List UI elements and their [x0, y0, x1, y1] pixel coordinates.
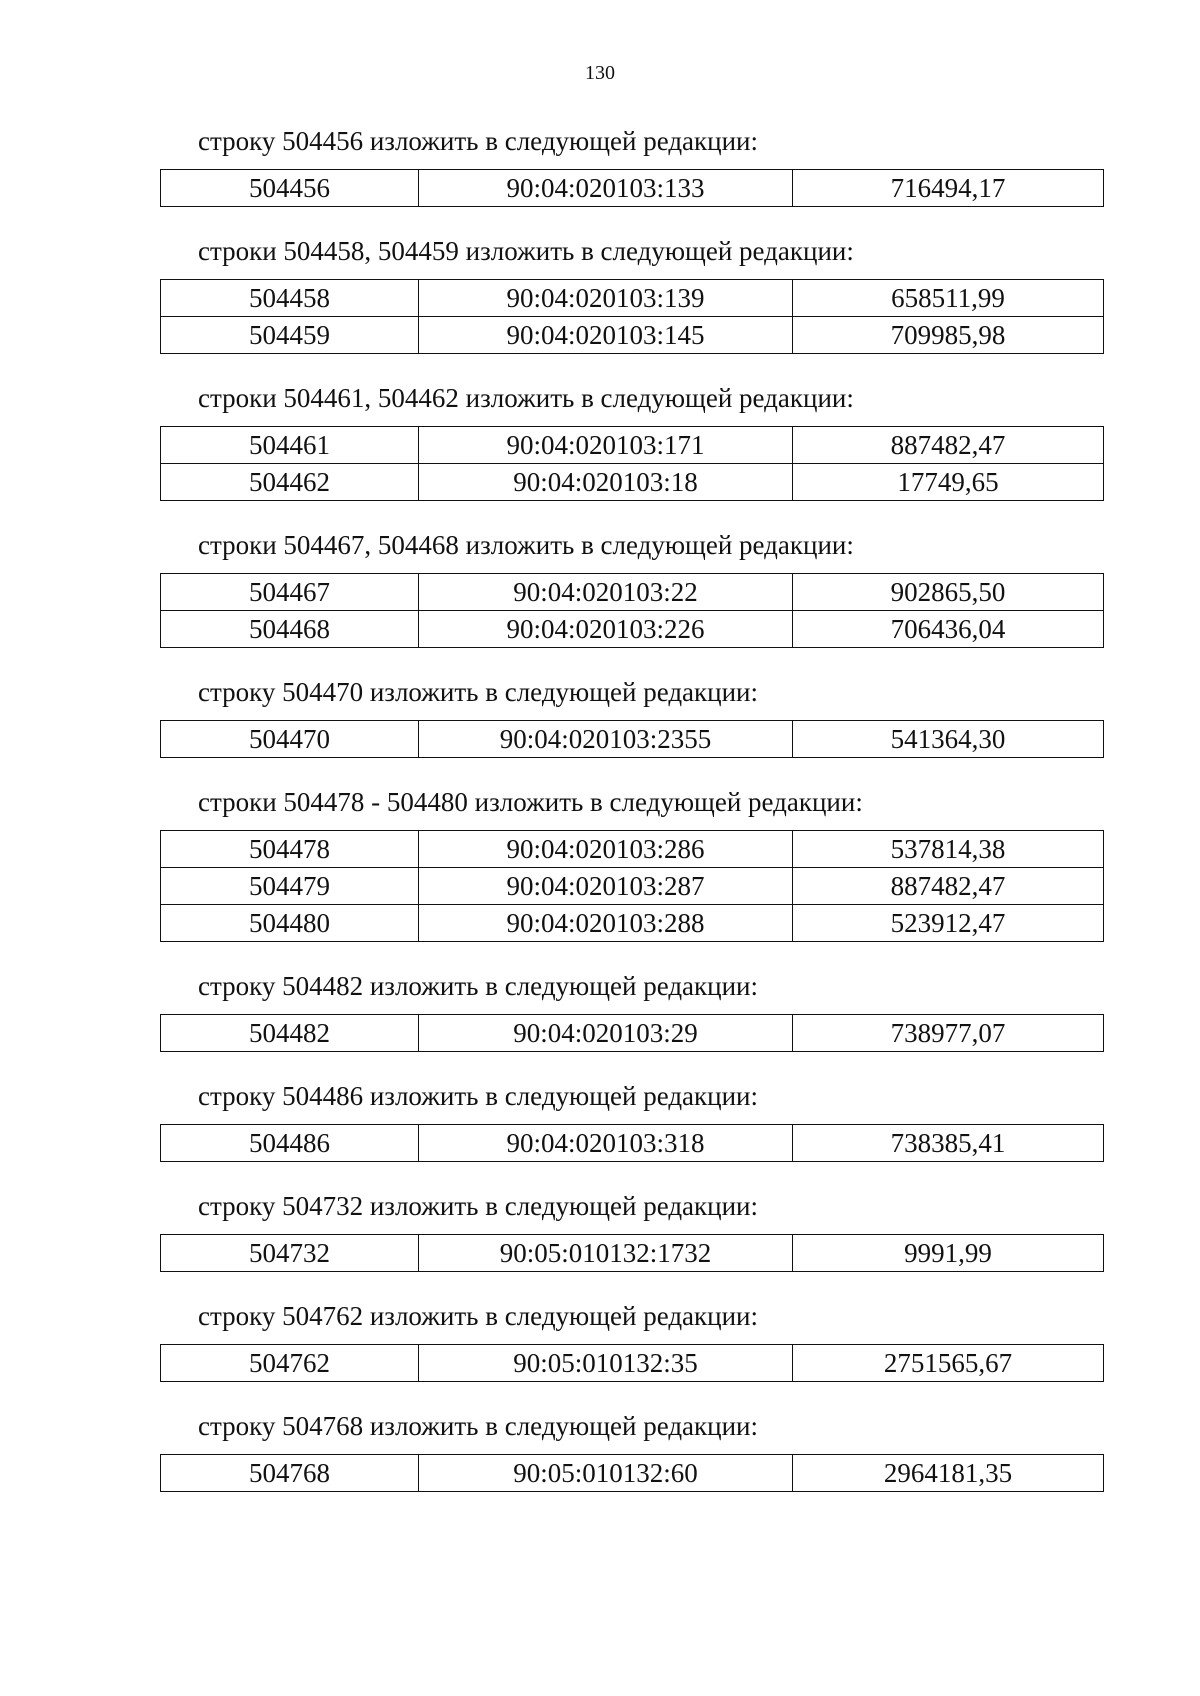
amendment-section	[160, 528, 1100, 648]
amendment-instruction: строку 504470 изложить в следующей редакции:	[198, 677, 759, 707]
value-cell: 716494,17	[793, 170, 1104, 207]
table-row	[161, 1235, 1104, 1272]
table-row	[161, 464, 1104, 501]
amendment-table	[160, 1344, 1104, 1382]
amendment-table	[160, 426, 1104, 501]
amendment-section	[160, 1299, 1100, 1382]
cadastral-number-cell: 90:04:020103:226	[419, 611, 793, 648]
value-cell: 887482,47	[793, 427, 1104, 464]
cadastral-number-cell: 90:04:020103:171	[419, 427, 793, 464]
row-number-cell: 504468	[161, 611, 419, 648]
amendment-table	[160, 830, 1104, 942]
value-cell: 738385,41	[793, 1125, 1104, 1162]
row-number-cell: 504482	[161, 1015, 419, 1052]
value-cell: 9991,99	[793, 1235, 1104, 1272]
value-cell: 902865,50	[793, 574, 1104, 611]
table-row	[161, 427, 1104, 464]
row-number-cell: 504462	[161, 464, 419, 501]
row-number-cell: 504456	[161, 170, 419, 207]
amendment-table	[160, 573, 1104, 648]
cadastral-number-cell: 90:05:010132:60	[419, 1455, 793, 1492]
value-cell: 2964181,35	[793, 1455, 1104, 1492]
table-row	[161, 868, 1104, 905]
amendment-section	[160, 675, 1100, 758]
cadastral-number-cell: 90:04:020103:288	[419, 905, 793, 942]
amendment-table	[160, 1454, 1104, 1492]
amendment-table	[160, 1234, 1104, 1272]
cadastral-number-cell: 90:04:020103:145	[419, 317, 793, 354]
amendment-table	[160, 720, 1104, 758]
amendment-table	[160, 1014, 1104, 1052]
row-number-cell: 504461	[161, 427, 419, 464]
amendment-section	[160, 124, 1100, 207]
amendment-instruction: строки 504458, 504459 изложить в следующей редакции:	[198, 236, 854, 266]
amendment-section	[160, 1189, 1100, 1272]
cadastral-number-cell: 90:04:020103:2355	[419, 721, 793, 758]
cadastral-number-cell: 90:05:010132:1732	[419, 1235, 793, 1272]
table-row	[161, 317, 1104, 354]
amendment-table	[160, 279, 1104, 354]
cadastral-number-cell: 90:04:020103:318	[419, 1125, 793, 1162]
table-row	[161, 1455, 1104, 1492]
row-number-cell: 504486	[161, 1125, 419, 1162]
value-cell: 17749,65	[793, 464, 1104, 501]
amendment-instruction: строку 504762 изложить в следующей редакции:	[198, 1301, 759, 1331]
value-cell: 887482,47	[793, 868, 1104, 905]
row-number-cell: 504470	[161, 721, 419, 758]
amendment-section	[160, 1409, 1100, 1492]
table-row	[161, 280, 1104, 317]
table-row	[161, 905, 1104, 942]
amendment-section	[160, 1079, 1100, 1162]
amendment-section	[160, 234, 1100, 354]
amendment-instruction: строки 504467, 504468 изложить в следующей редакции:	[198, 530, 854, 560]
cadastral-number-cell: 90:05:010132:35	[419, 1345, 793, 1382]
value-cell: 709985,98	[793, 317, 1104, 354]
amendment-instruction: строку 504486 изложить в следующей редакции:	[198, 1081, 759, 1111]
cadastral-number-cell: 90:04:020103:286	[419, 831, 793, 868]
amendment-table	[160, 169, 1104, 207]
value-cell: 658511,99	[793, 280, 1104, 317]
cadastral-number-cell: 90:04:020103:133	[419, 170, 793, 207]
value-cell: 541364,30	[793, 721, 1104, 758]
table-row	[161, 831, 1104, 868]
value-cell: 738977,07	[793, 1015, 1104, 1052]
table-row	[161, 1015, 1104, 1052]
amendment-section	[160, 381, 1100, 501]
cadastral-number-cell: 90:04:020103:139	[419, 280, 793, 317]
amendment-section	[160, 785, 1100, 942]
table-row	[161, 611, 1104, 648]
cadastral-number-cell: 90:04:020103:18	[419, 464, 793, 501]
row-number-cell: 504479	[161, 868, 419, 905]
cadastral-number-cell: 90:04:020103:287	[419, 868, 793, 905]
table-row	[161, 721, 1104, 758]
amendment-instruction: строку 504768 изложить в следующей редакции:	[198, 1411, 759, 1441]
page-number: 130	[585, 62, 615, 84]
row-number-cell: 504480	[161, 905, 419, 942]
row-number-cell: 504467	[161, 574, 419, 611]
row-number-cell: 504732	[161, 1235, 419, 1272]
amendment-instruction: строку 504456 изложить в следующей редакции:	[198, 126, 759, 156]
amendment-instruction: строки 504461, 504462 изложить в следующей редакции:	[198, 383, 854, 413]
amendment-table	[160, 1124, 1104, 1162]
table-row	[161, 1125, 1104, 1162]
table-row	[161, 574, 1104, 611]
value-cell: 2751565,67	[793, 1345, 1104, 1382]
amendment-instruction: строки 504478 - 504480 изложить в следующей редакции:	[198, 787, 863, 817]
cadastral-number-cell: 90:04:020103:29	[419, 1015, 793, 1052]
row-number-cell: 504478	[161, 831, 419, 868]
row-number-cell: 504762	[161, 1345, 419, 1382]
table-row	[161, 1345, 1104, 1382]
value-cell: 706436,04	[793, 611, 1104, 648]
value-cell: 537814,38	[793, 831, 1104, 868]
table-row	[161, 170, 1104, 207]
row-number-cell: 504458	[161, 280, 419, 317]
row-number-cell: 504459	[161, 317, 419, 354]
row-number-cell: 504768	[161, 1455, 419, 1492]
amendment-section	[160, 969, 1100, 1052]
value-cell: 523912,47	[793, 905, 1104, 942]
amendment-instruction: строку 504732 изложить в следующей редакции:	[198, 1191, 759, 1221]
amendment-instruction: строку 504482 изложить в следующей редакции:	[198, 971, 759, 1001]
amendments-list	[160, 124, 1100, 1519]
cadastral-number-cell: 90:04:020103:22	[419, 574, 793, 611]
